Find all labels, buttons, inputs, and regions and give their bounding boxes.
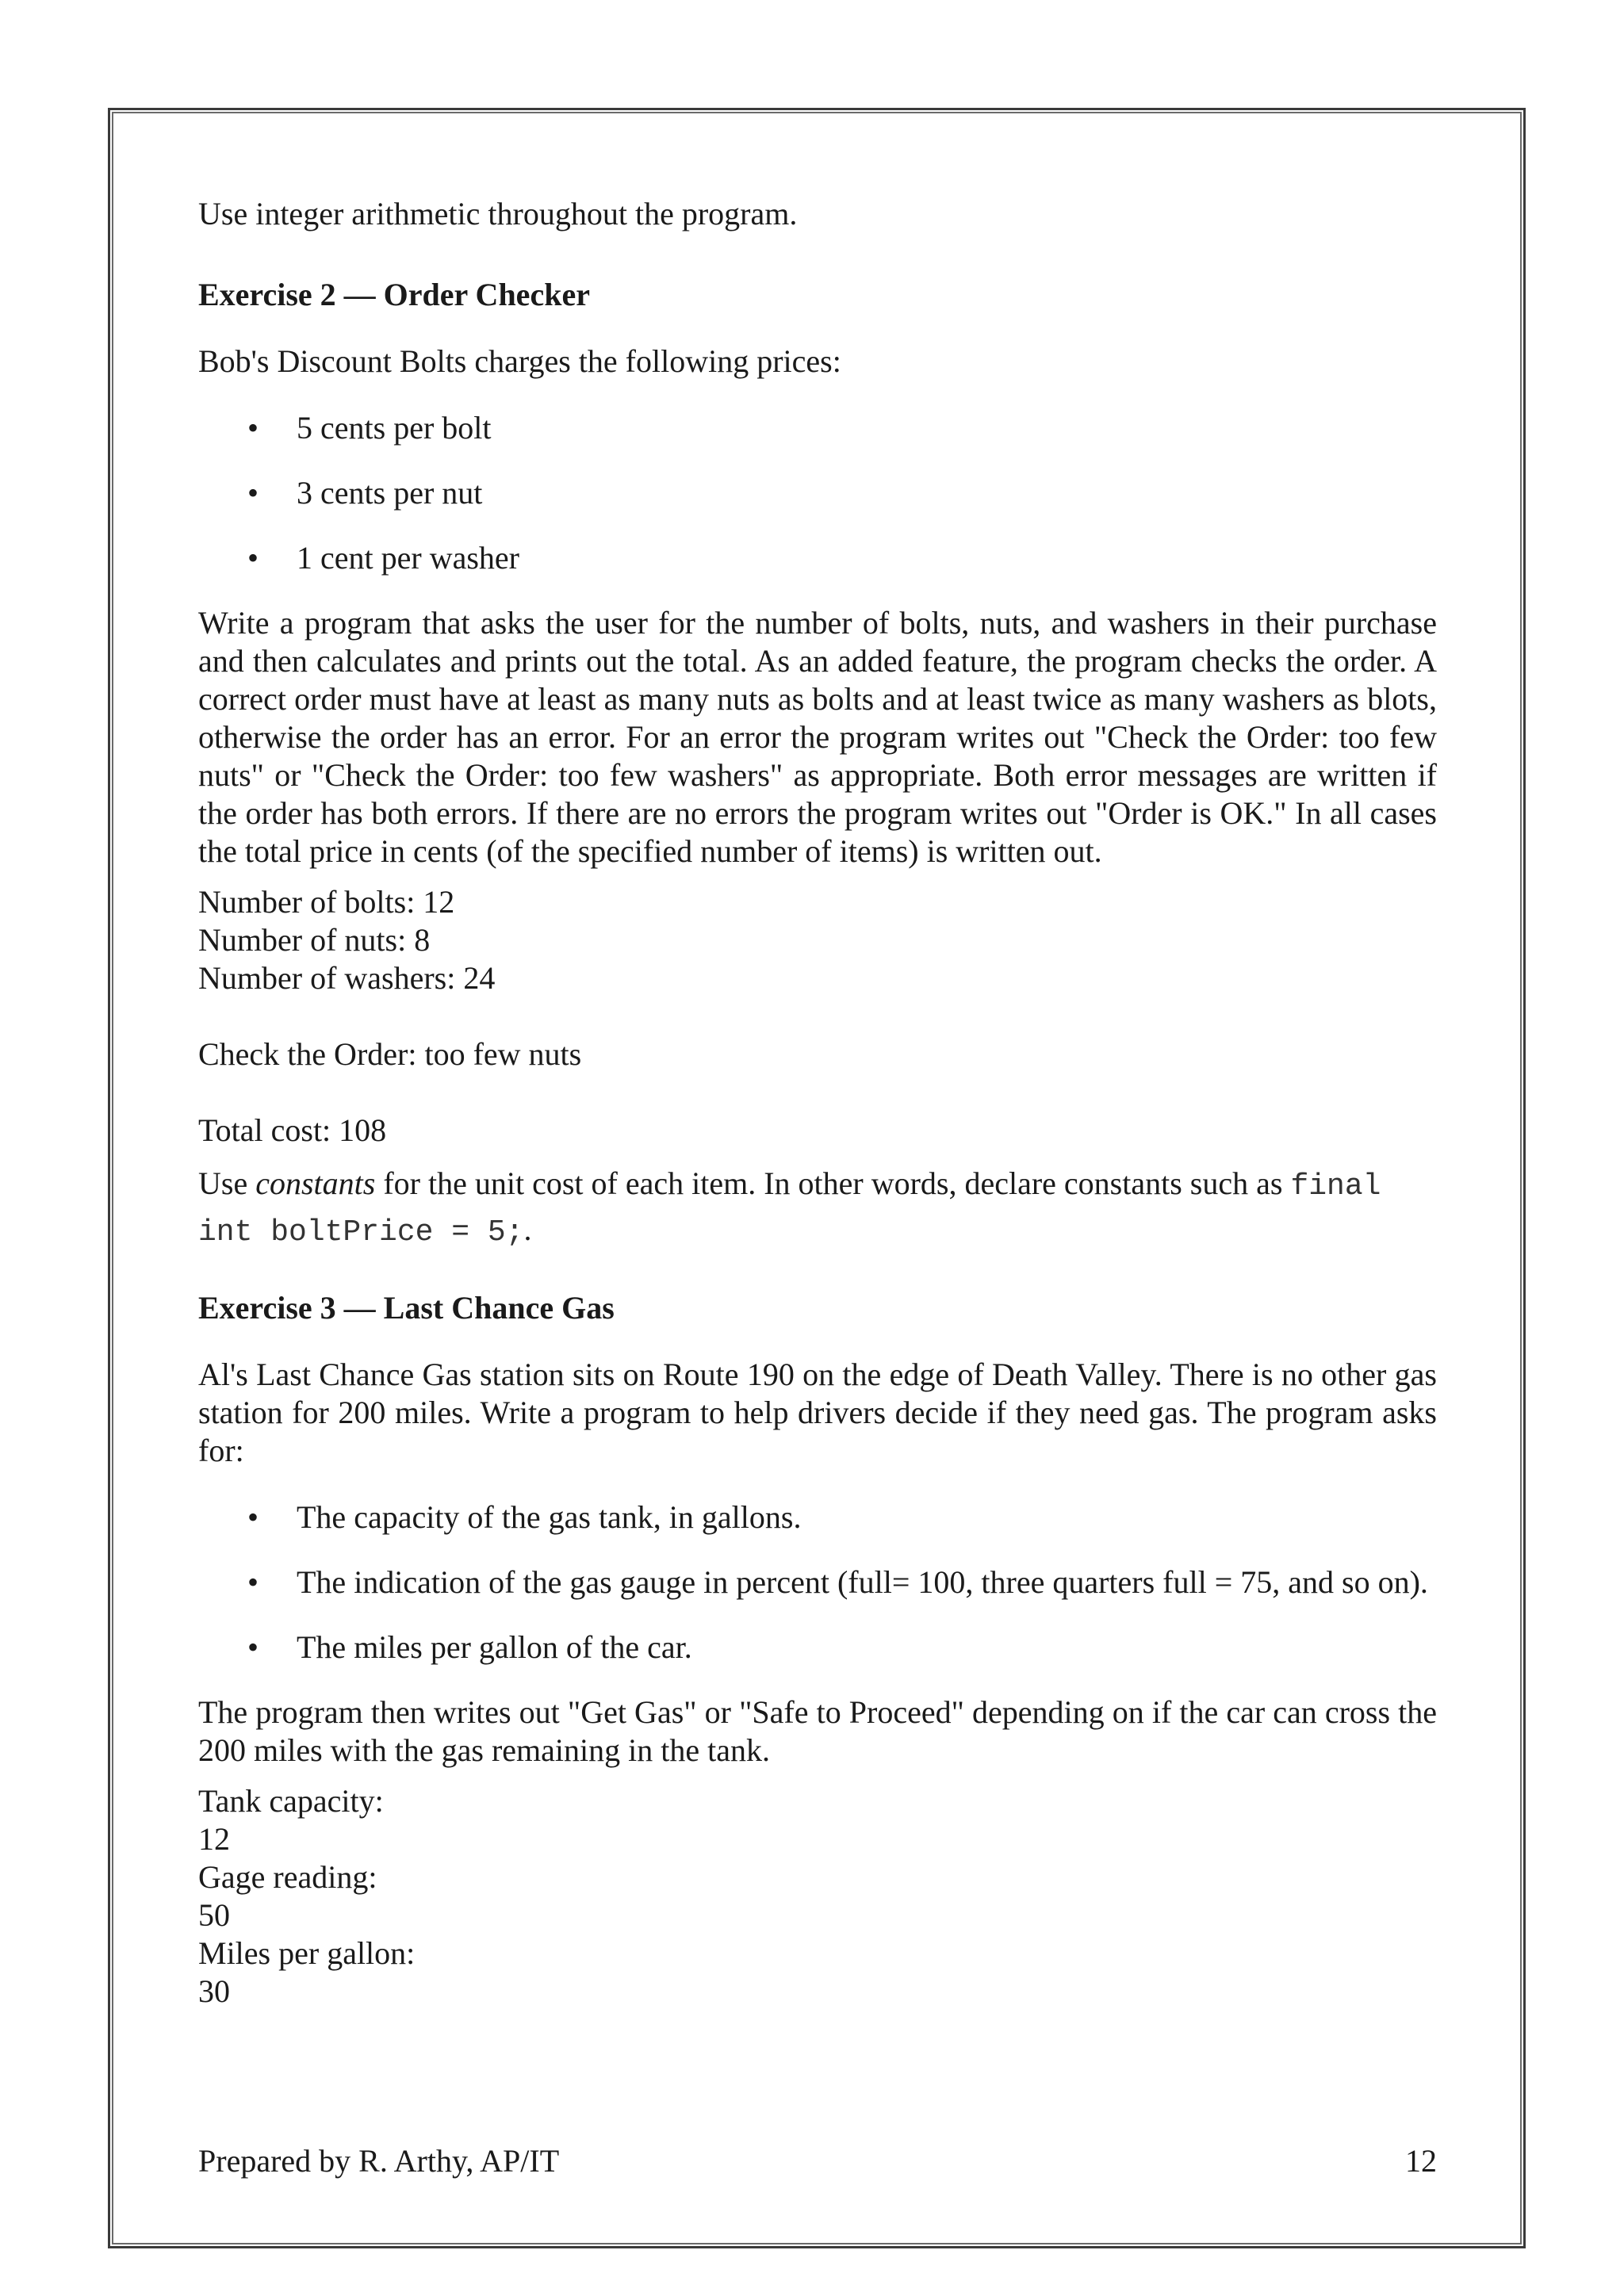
sample-check-message: Check the Order: too few nuts [198, 1036, 582, 1072]
exercise-2-description: Write a program that asks the user for the number of bolts, nuts, and washers in their purchase and then calculates and prints out the total. As an added feature, the program checks the order. A correct order must have at least as many nuts as bolts and at least twice as many washers as blots, otherwise the order has an error. For an error the program writes out "Check the Order: too few nuts" or "Check the Order: too few washers" as appropriate. Both error messages are written if the order has both errors. If there are no errors the program writes out "Order is OK." In all cases the total price in cents (of the specified number of items) is written out. [198, 605, 1437, 869]
bullet-icon: • [247, 1564, 259, 1600]
price-list [198, 409, 1437, 577]
bullet-icon: • [247, 1499, 259, 1535]
exercise-3-result: The program then writes out "Get Gas" or "Safe to Proceed" depending on if the car can cross the 200 miles with the gas remaining in the tank. [198, 1694, 1437, 1768]
sample-line: 30 [198, 1973, 230, 2009]
sample-line: 12 [198, 1821, 230, 1857]
sample-bolts: Number of bolts: 12 [198, 884, 455, 920]
sample-washers: Number of washers: 24 [198, 960, 496, 996]
exercise-2-lead: Bob's Discount Bolts charges the following prices: [198, 343, 841, 379]
list-item: • 1 cent per washer [247, 540, 519, 576]
list-item: • 5 cents per bolt [247, 410, 492, 446]
sample-line: Gage reading: [198, 1859, 377, 1895]
list-item: • The miles per gallon of the car. [247, 1629, 692, 1665]
bullet-icon: • [247, 540, 259, 576]
code-snippet: final int boltPrice = 5; [198, 1169, 1381, 1249]
sample-line: Tank capacity: [198, 1783, 384, 1819]
exercise-2-heading: Exercise 2 — Order Checker [198, 277, 590, 312]
page-number: 12 [1405, 2143, 1437, 2179]
list-item: • The capacity of the gas tank, in gallons. [247, 1499, 802, 1535]
list-item: • The indication of the gas gauge in percent (full= 100, three quarters full = 75, and so on). [247, 1564, 1428, 1600]
bullet-icon: • [247, 475, 259, 511]
list-item: • 3 cents per nut [247, 475, 483, 511]
footer-author: Prepared by R. Arthy, AP/IT [198, 2143, 560, 2179]
bullet-icon: • [247, 410, 259, 446]
intro-text: Use integer arithmetic throughout the program. [198, 196, 798, 232]
sample-line: 50 [198, 1897, 230, 1933]
document-body [198, 195, 1437, 2011]
sample-line: Miles per gallon: [198, 1935, 416, 1971]
input-list [198, 1498, 1437, 1667]
sample-total: Total cost: 108 [198, 1112, 387, 1148]
bullet-icon: • [247, 1629, 259, 1665]
constants-note: Use constants for the unit cost of each item. In other words, declare constants such as final int boltPrice = 5;. [198, 1165, 1381, 1249]
exercise-3-description: Al's Last Chance Gas station sits on Route 190 on the edge of Death Valley. There is no other gas station for 200 miles. Write a program to help drivers decide if they need gas. The program asks for: [198, 1357, 1437, 1468]
page-footer [198, 2142, 1437, 2180]
exercise-3-heading: Exercise 3 — Last Chance Gas [198, 1290, 615, 1326]
sample-nuts: Number of nuts: 8 [198, 922, 431, 958]
